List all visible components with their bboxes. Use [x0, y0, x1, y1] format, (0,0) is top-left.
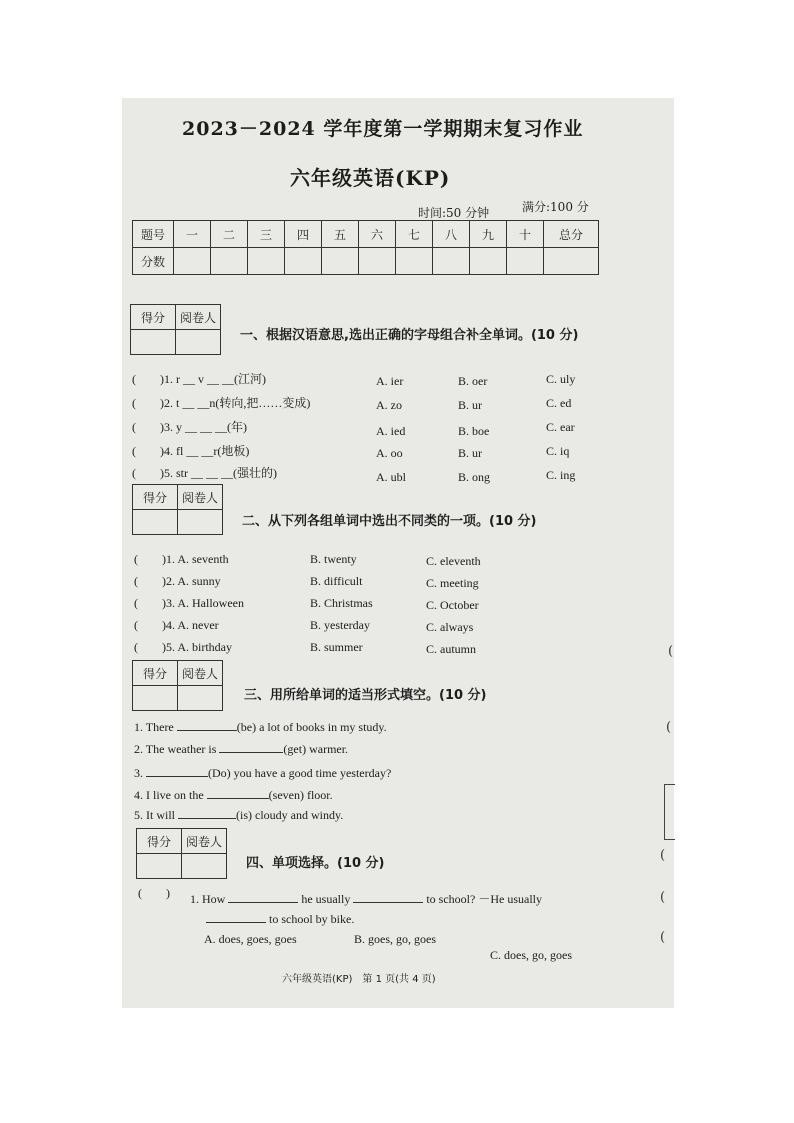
s1-q3-opt-c[interactable]: C. ear	[546, 420, 575, 434]
grade-box-grader-label: 阅卷人	[178, 661, 223, 686]
grade-box-score-cell[interactable]	[133, 686, 178, 711]
grade-box-grader-cell[interactable]	[178, 510, 223, 535]
page-footer: 六年级英语(KP) 第 1 页(共 4 页)	[282, 974, 436, 985]
s2-q5-opt-b[interactable]: B. summer	[310, 640, 363, 654]
s4-q1-paren[interactable]: ( )	[138, 886, 170, 900]
grade-box-grader-label: 阅卷人	[178, 485, 223, 510]
s2-q2: ( )2. A. sunny	[134, 574, 221, 588]
score-table-col-total: 总分	[544, 221, 599, 248]
grade-box-score-cell[interactable]	[133, 510, 178, 535]
s3-q5	[134, 808, 343, 823]
s1-q5-opt-b[interactable]: B. ong	[458, 470, 491, 484]
s1-q2-opt-a[interactable]: A. zo	[376, 398, 402, 412]
s3-q1-post: (be) a lot of books in my study.	[236, 720, 387, 734]
s4-q1-line1	[190, 890, 542, 907]
score-table-col: 十	[507, 221, 544, 248]
section1-title: 一、根据汉语意思,选出正确的字母组合补全单词。(10 分)	[240, 328, 579, 343]
adjacent-page-edge: (	[660, 848, 666, 863]
s1-q5-opt-c[interactable]: C. ing	[546, 468, 576, 482]
score-cell[interactable]	[359, 248, 396, 275]
s2-q3-opt-c[interactable]: C. October	[426, 598, 479, 612]
s1-q3-opt-b[interactable]: B. boe	[458, 424, 490, 438]
s1-q3-opt-a[interactable]: A. ied	[376, 424, 406, 438]
s3-q4	[134, 788, 333, 803]
s4-q1-opt-b[interactable]: B. goes, go, goes	[354, 932, 436, 946]
grade-box-score-label: 得分	[133, 485, 178, 510]
grade-box-grader-cell[interactable]	[182, 854, 227, 879]
s1-q3: ( )3. y __ __ __(年)	[132, 420, 247, 434]
s2-q5: ( )5. A. birthday	[134, 640, 232, 654]
s3-q1-pre: 1. There	[134, 720, 177, 734]
exam-full-score: 满分:100 分	[522, 200, 589, 214]
s3-q2-post: (get) warmer.	[283, 742, 349, 756]
section2-title: 二、从下列各组单词中选出不同类的一项。(10 分)	[242, 514, 537, 529]
s2-q1-opt-b[interactable]: B. twenty	[310, 552, 357, 566]
s3-q5-blank[interactable]	[178, 818, 236, 819]
grade-box-section3	[132, 660, 223, 711]
adjacent-page-edge: (	[668, 644, 674, 659]
score-cell[interactable]	[174, 248, 211, 275]
s3-q3-post: (Do) you have a good time yesterday?	[208, 766, 392, 780]
s3-q5-post: (is) cloudy and windy.	[236, 808, 344, 822]
grade-box-score-cell[interactable]	[137, 854, 182, 879]
s3-q3-pre: 3.	[134, 766, 146, 780]
exam-title: 2023－2024 学年度第一学期期末复习作业	[182, 118, 584, 140]
s4-q1-opt-a[interactable]: A. does, goes, goes	[204, 932, 297, 946]
s2-q1: ( )1. A. seventh	[134, 552, 229, 566]
grade-box-score-label: 得分	[133, 661, 178, 686]
s1-q4: ( )4. fl __ __r(地板)	[132, 444, 250, 458]
grade-box-score-label: 得分	[137, 829, 182, 854]
score-table-score-row	[133, 248, 599, 275]
s4-q1-opt-c[interactable]: C. does, go, goes	[490, 948, 572, 962]
score-table-col: 六	[359, 221, 396, 248]
s1-q4-opt-b[interactable]: B. ur	[458, 446, 482, 460]
s3-q1	[134, 720, 387, 735]
s3-q3-blank[interactable]	[146, 776, 208, 777]
exam-time: 时间:50 分钟	[418, 206, 490, 220]
score-table-label-question: 题号	[133, 221, 174, 248]
s2-q3: ( )3. A. Halloween	[134, 596, 244, 610]
score-cell[interactable]	[285, 248, 322, 275]
grade-box-section4	[136, 828, 227, 879]
grade-box-grader-label: 阅卷人	[176, 305, 221, 330]
adjacent-page-edge: (	[660, 890, 666, 905]
grade-box-grader-label: 阅卷人	[182, 829, 227, 854]
s4-q1-blank-3[interactable]	[206, 922, 266, 923]
grade-box-section1	[130, 304, 221, 355]
s3-q5-pre: 5. It will	[134, 808, 178, 822]
s1-q1: ( )1. r __ v __ __(江河)	[132, 372, 266, 386]
score-table	[132, 220, 599, 275]
score-cell[interactable]	[322, 248, 359, 275]
s3-q2	[134, 742, 348, 757]
s2-q4-opt-c[interactable]: C. always	[426, 620, 474, 634]
score-table-label-score: 分数	[133, 248, 174, 275]
score-table-col: 四	[285, 221, 322, 248]
score-table-col: 九	[470, 221, 507, 248]
s3-q1-blank[interactable]	[177, 730, 237, 731]
score-table-col: 八	[433, 221, 470, 248]
s3-q3	[134, 766, 391, 781]
s3-q4-pre: 4. I live on the	[134, 788, 207, 802]
score-cell[interactable]	[248, 248, 285, 275]
grade-box-section2	[132, 484, 223, 535]
s1-q2-opt-c[interactable]: C. ed	[546, 396, 572, 410]
score-table-col: 一	[174, 221, 211, 248]
s3-q4-post: (seven) floor.	[268, 788, 333, 802]
adjacent-page-box	[664, 784, 675, 840]
s4-q1-text-d: to school by bike.	[266, 912, 355, 926]
score-table-col: 三	[248, 221, 285, 248]
grade-box-score-label: 得分	[131, 305, 176, 330]
s1-q5-opt-a[interactable]: A. ubl	[376, 470, 406, 484]
s1-q1-opt-b[interactable]: B. oer	[458, 374, 488, 388]
s2-q2-opt-c[interactable]: C. meeting	[426, 576, 479, 590]
s2-q2-opt-b[interactable]: B. difficult	[310, 574, 363, 588]
s4-q1-blank-1[interactable]	[228, 902, 298, 903]
s2-q4: ( )4. A. never	[134, 618, 219, 632]
s2-q5-opt-c[interactable]: C. autumn	[426, 642, 476, 656]
s2-q4-opt-b[interactable]: B. yesterday	[310, 618, 370, 632]
s2-q1-opt-c[interactable]: C. eleventh	[426, 554, 481, 568]
section4-title: 四、单项选择。(10 分)	[246, 856, 385, 871]
s2-q3-opt-b[interactable]: B. Christmas	[310, 596, 373, 610]
score-table-col: 七	[396, 221, 433, 248]
score-cell[interactable]	[433, 248, 470, 275]
exam-subtitle: 六年级英语(KP)	[290, 166, 451, 190]
score-cell[interactable]	[396, 248, 433, 275]
score-cell[interactable]	[211, 248, 248, 275]
adjacent-page-edge: (	[660, 930, 666, 945]
grade-box-grader-cell[interactable]	[176, 330, 221, 355]
s1-q4-opt-a[interactable]: A. oo	[376, 446, 403, 460]
s1-q5: ( )5. str __ __ __(强壮的)	[132, 466, 277, 480]
section3-title: 三、用所给单词的适当形式填空。(10 分)	[244, 688, 487, 703]
s4-q1-line2	[206, 912, 354, 927]
s4-q1-text-b: he usually	[298, 892, 354, 906]
s4-q1-text-a: 1. How	[190, 892, 229, 906]
score-cell[interactable]	[470, 248, 507, 275]
exam-page-photo	[122, 98, 674, 1008]
score-cell-total[interactable]	[544, 248, 599, 275]
s3-q4-blank[interactable]	[207, 798, 269, 799]
s3-q2-pre: 2. The weather is	[134, 742, 220, 756]
adjacent-page-edge: (	[666, 720, 672, 735]
s1-q2: ( )2. t __ __n(转向,把……变成)	[132, 396, 311, 410]
score-table-col: 二	[211, 221, 248, 248]
grade-box-grader-cell[interactable]	[178, 686, 223, 711]
s3-q2-blank[interactable]	[219, 752, 283, 753]
s1-q2-opt-b[interactable]: B. ur	[458, 398, 482, 412]
s1-q1-opt-c[interactable]: C. uly	[546, 372, 576, 386]
s4-q1-blank-2[interactable]	[353, 902, 423, 903]
s4-q1-text-c: to school? －He usually	[423, 892, 542, 906]
score-table-col: 五	[322, 221, 359, 248]
grade-box-score-cell[interactable]	[131, 330, 176, 355]
score-table-header-row	[133, 221, 599, 248]
s1-q1-opt-a[interactable]: A. ier	[376, 374, 404, 388]
s1-q4-opt-c[interactable]: C. iq	[546, 444, 570, 458]
score-cell[interactable]	[507, 248, 544, 275]
